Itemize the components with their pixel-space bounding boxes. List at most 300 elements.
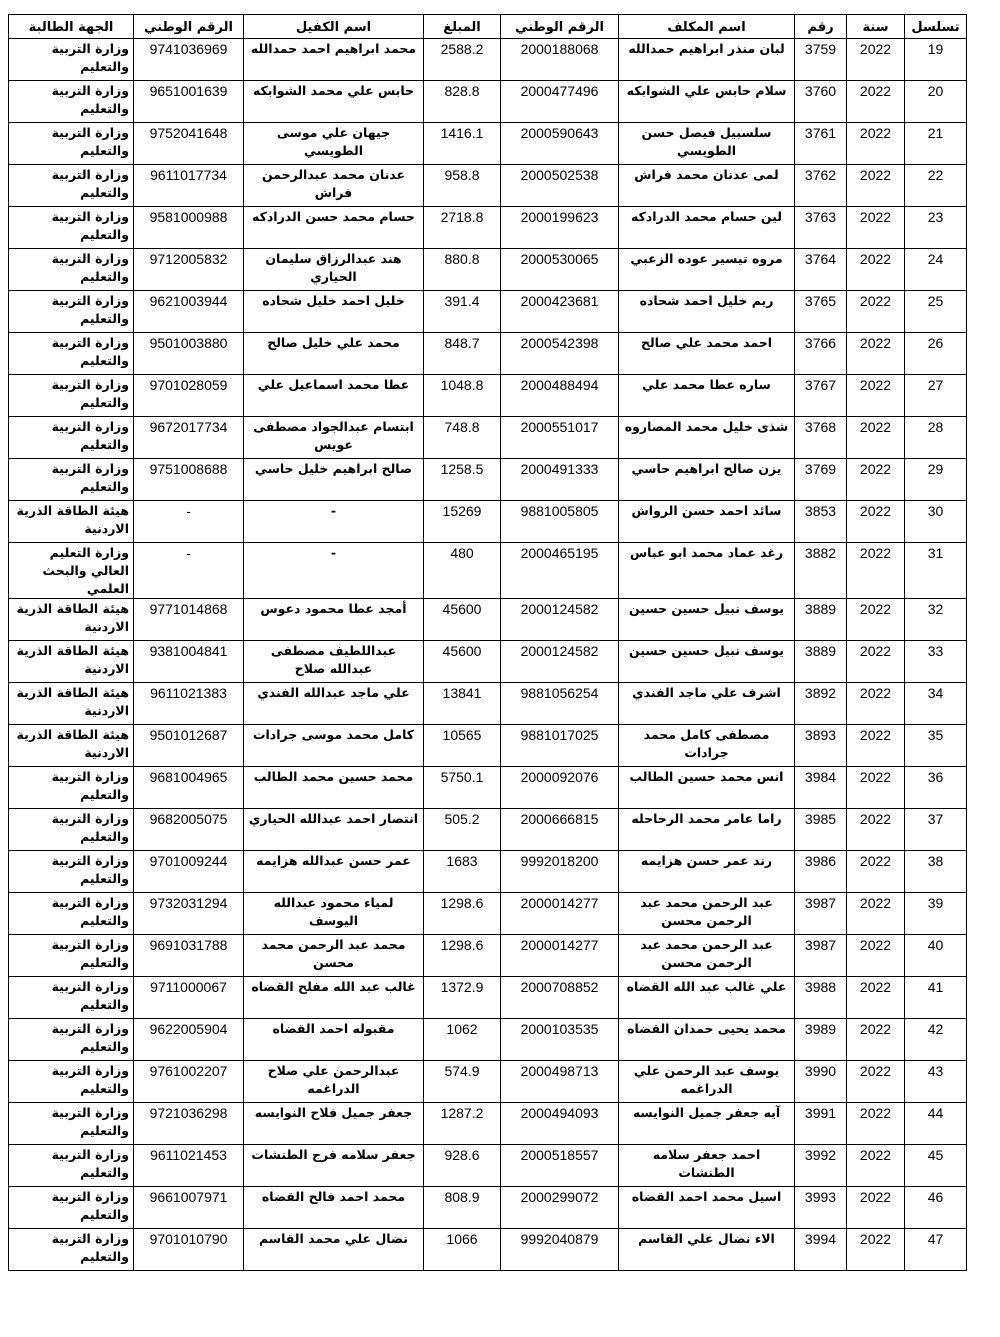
cell-sponsor: محمد ابراهيم احمد حمدالله	[244, 39, 424, 81]
cell-seq: 28	[905, 417, 967, 459]
cell-year: 2022	[847, 1103, 905, 1145]
cell-seq: 41	[905, 977, 967, 1019]
cell-amount: 748.8	[424, 417, 501, 459]
cell-sponsor: عبدالرحمن علي صلاح الدراغمه	[244, 1061, 424, 1103]
cell-sponsor: جيهان علي موسى الطويسي	[244, 123, 424, 165]
cell-year: 2022	[847, 1019, 905, 1061]
cell-sponsor-national-id: 9741036969	[134, 39, 244, 81]
header-number: رقم	[795, 15, 847, 39]
cell-agency: وزارة التربية والتعليم	[9, 417, 134, 459]
cell-national-id: 2000518557	[501, 1145, 619, 1187]
cell-seq: 19	[905, 39, 967, 81]
cell-sponsor: -	[244, 501, 424, 543]
cell-national-id: 2000477496	[501, 81, 619, 123]
table-row	[9, 81, 967, 123]
cell-seq: 30	[905, 501, 967, 543]
cell-number: 3759	[795, 39, 847, 81]
cell-sponsor: خليل احمد خليل شحاده	[244, 291, 424, 333]
cell-year: 2022	[847, 417, 905, 459]
table-row	[9, 333, 967, 375]
cell-sponsor: هند عبدالرزاق سليمان الحياري	[244, 249, 424, 291]
cell-name: سلام حابس علي الشوابكه	[619, 81, 795, 123]
cell-name: يوسف نبيل حسين حسين	[619, 599, 795, 641]
cell-number: 3765	[795, 291, 847, 333]
cell-amount: 828.8	[424, 81, 501, 123]
cell-sponsor: عبداللطيف مصطفى عبدالله صلاح	[244, 641, 424, 683]
cell-national-id: 2000494093	[501, 1103, 619, 1145]
cell-sponsor: عدنان محمد عبدالرحمن فراش	[244, 165, 424, 207]
cell-number: 3987	[795, 893, 847, 935]
cell-sponsor: جعفر سلامه فرج الطنشات	[244, 1145, 424, 1187]
cell-year: 2022	[847, 809, 905, 851]
cell-year: 2022	[847, 683, 905, 725]
table-row	[9, 725, 967, 767]
cell-sponsor: كامل محمد موسى جرادات	[244, 725, 424, 767]
cell-sponsor: محمد علي خليل صالح	[244, 333, 424, 375]
cell-sponsor-national-id: 9701010790	[134, 1229, 244, 1271]
cell-year: 2022	[847, 851, 905, 893]
cell-sponsor: غالب عبد الله مفلح القضاه	[244, 977, 424, 1019]
cell-sponsor: حسام محمد حسن الدرادكه	[244, 207, 424, 249]
cell-sponsor-national-id: 9711000067	[134, 977, 244, 1019]
cell-seq: 45	[905, 1145, 967, 1187]
cell-seq: 22	[905, 165, 967, 207]
guarantors-table	[8, 14, 967, 1271]
cell-name: لبان منذر ابراهيم حمدالله	[619, 39, 795, 81]
cell-agency: وزارة التربية والتعليم	[9, 375, 134, 417]
cell-name: اشرف علي ماجد الفندي	[619, 683, 795, 725]
cell-year: 2022	[847, 977, 905, 1019]
cell-number: 3763	[795, 207, 847, 249]
table-row	[9, 375, 967, 417]
table-row	[9, 1019, 967, 1061]
cell-agency: وزارة التربية والتعليم	[9, 123, 134, 165]
cell-name: آيه جعفر جميل النوايسه	[619, 1103, 795, 1145]
cell-national-id: 2000666815	[501, 809, 619, 851]
cell-seq: 29	[905, 459, 967, 501]
cell-sponsor: أمجد عطا محمود دعوس	[244, 599, 424, 641]
table-row	[9, 767, 967, 809]
cell-number: 3988	[795, 977, 847, 1019]
cell-name: يزن صالح ابراهيم حاسي	[619, 459, 795, 501]
cell-agency: وزارة التربية والتعليم	[9, 1229, 134, 1271]
cell-national-id: 2000199623	[501, 207, 619, 249]
cell-name: عبد الرحمن محمد عبد الرحمن محسن	[619, 935, 795, 977]
table-row	[9, 1145, 967, 1187]
cell-name: محمد يحيى حمدان القضاه	[619, 1019, 795, 1061]
cell-year: 2022	[847, 725, 905, 767]
cell-national-id: 2000488494	[501, 375, 619, 417]
cell-national-id: 2000530065	[501, 249, 619, 291]
table-row	[9, 207, 967, 249]
table-row	[9, 543, 967, 599]
cell-number: 3769	[795, 459, 847, 501]
cell-amount: 928.6	[424, 1145, 501, 1187]
cell-sponsor: جعفر جميل فلاح النوايسه	[244, 1103, 424, 1145]
table-row	[9, 417, 967, 459]
cell-amount: 880.8	[424, 249, 501, 291]
cell-amount: 1062	[424, 1019, 501, 1061]
cell-year: 2022	[847, 767, 905, 809]
cell-seq: 23	[905, 207, 967, 249]
cell-amount: 1258.5	[424, 459, 501, 501]
cell-national-id: 2000124582	[501, 641, 619, 683]
cell-agency: وزارة التربية والتعليم	[9, 1145, 134, 1187]
cell-sponsor: محمد احمد فالح القضاه	[244, 1187, 424, 1229]
cell-amount: 45600	[424, 599, 501, 641]
cell-name: رند عمر حسن هزايمه	[619, 851, 795, 893]
table-row	[9, 683, 967, 725]
cell-sponsor-national-id: -	[134, 543, 244, 599]
cell-number: 3892	[795, 683, 847, 725]
cell-agency: وزارة التربية والتعليم	[9, 39, 134, 81]
table-row	[9, 599, 967, 641]
cell-sponsor-national-id: 9611017734	[134, 165, 244, 207]
cell-national-id: 9992018200	[501, 851, 619, 893]
cell-sponsor-national-id: 9381004841	[134, 641, 244, 683]
cell-national-id: 9992040879	[501, 1229, 619, 1271]
cell-sponsor: حابس علي محمد الشوابكه	[244, 81, 424, 123]
cell-number: 3889	[795, 599, 847, 641]
cell-sponsor-national-id: 9771014868	[134, 599, 244, 641]
cell-national-id: 2000542398	[501, 333, 619, 375]
cell-agency: هيئة الطاقة الذرية الاردنية	[9, 641, 134, 683]
cell-sponsor-national-id: 9611021453	[134, 1145, 244, 1187]
cell-agency: هيئة الطاقة الذرية الاردنية	[9, 725, 134, 767]
cell-amount: 10565	[424, 725, 501, 767]
cell-agency: وزارة التربية والتعليم	[9, 1103, 134, 1145]
cell-agency: وزارة التربية والتعليم	[9, 767, 134, 809]
cell-amount: 574.9	[424, 1061, 501, 1103]
cell-number: 3984	[795, 767, 847, 809]
cell-name: عبد الرحمن محمد عبد الرحمن محسن	[619, 893, 795, 935]
cell-national-id: 2000491333	[501, 459, 619, 501]
cell-national-id: 9881056254	[501, 683, 619, 725]
cell-name: ساره عطا محمد علي	[619, 375, 795, 417]
cell-national-id: 2000551017	[501, 417, 619, 459]
cell-national-id: 2000502538	[501, 165, 619, 207]
cell-national-id: 9881017025	[501, 725, 619, 767]
cell-agency: وزارة التربية والتعليم	[9, 81, 134, 123]
header-agency: الجهة الطالبة	[9, 15, 134, 39]
table-row	[9, 935, 967, 977]
cell-seq: 20	[905, 81, 967, 123]
cell-seq: 25	[905, 291, 967, 333]
cell-sponsor-national-id: 9581000988	[134, 207, 244, 249]
cell-amount: 15269	[424, 501, 501, 543]
cell-amount: 1298.6	[424, 935, 501, 977]
header-year: سنة	[847, 15, 905, 39]
cell-national-id: 2000103535	[501, 1019, 619, 1061]
cell-name: انس محمد حسين الطالب	[619, 767, 795, 809]
cell-seq: 21	[905, 123, 967, 165]
cell-year: 2022	[847, 375, 905, 417]
cell-agency: وزارة التربية والتعليم	[9, 1187, 134, 1229]
cell-year: 2022	[847, 291, 905, 333]
cell-seq: 43	[905, 1061, 967, 1103]
cell-name: سلسبيل فيصل حسن الطويسي	[619, 123, 795, 165]
table-row	[9, 165, 967, 207]
table-row	[9, 641, 967, 683]
cell-number: 3985	[795, 809, 847, 851]
table-row	[9, 501, 967, 543]
cell-national-id: 2000498713	[501, 1061, 619, 1103]
cell-amount: 2718.8	[424, 207, 501, 249]
cell-agency: وزارة التربية والتعليم	[9, 1019, 134, 1061]
cell-national-id: 2000465195	[501, 543, 619, 599]
table-row	[9, 851, 967, 893]
cell-sponsor-national-id: 9721036298	[134, 1103, 244, 1145]
cell-number: 3994	[795, 1229, 847, 1271]
cell-sponsor-national-id: 9761002207	[134, 1061, 244, 1103]
header-seq: تسلسل	[905, 15, 967, 39]
cell-national-id: 2000092076	[501, 767, 619, 809]
cell-name: مصطفى كامل محمد جرادات	[619, 725, 795, 767]
cell-year: 2022	[847, 641, 905, 683]
cell-seq: 32	[905, 599, 967, 641]
cell-amount: 1066	[424, 1229, 501, 1271]
cell-agency: وزارة التربية والتعليم	[9, 851, 134, 893]
cell-agency: وزارة التربية والتعليم	[9, 291, 134, 333]
cell-amount: 848.7	[424, 333, 501, 375]
cell-seq: 33	[905, 641, 967, 683]
header-national-id: الرقم الوطني	[501, 15, 619, 39]
table-row	[9, 249, 967, 291]
cell-sponsor: مقبوله احمد القضاه	[244, 1019, 424, 1061]
cell-year: 2022	[847, 39, 905, 81]
cell-year: 2022	[847, 333, 905, 375]
cell-national-id: 2000423681	[501, 291, 619, 333]
cell-national-id: 2000124582	[501, 599, 619, 641]
cell-number: 3762	[795, 165, 847, 207]
cell-year: 2022	[847, 165, 905, 207]
cell-sponsor: عمر حسن عبدالله هزايمه	[244, 851, 424, 893]
table-row	[9, 1187, 967, 1229]
table-row	[9, 291, 967, 333]
cell-amount: 2588.2	[424, 39, 501, 81]
cell-name: علي غالب عبد الله القضاه	[619, 977, 795, 1019]
table-row	[9, 809, 967, 851]
cell-amount: 1287.2	[424, 1103, 501, 1145]
cell-sponsor-national-id: 9661007971	[134, 1187, 244, 1229]
cell-year: 2022	[847, 1229, 905, 1271]
cell-agency: هيئة الطاقة الذرية الاردنية	[9, 599, 134, 641]
table-row	[9, 1103, 967, 1145]
cell-sponsor-national-id: 9621003944	[134, 291, 244, 333]
cell-year: 2022	[847, 459, 905, 501]
cell-sponsor: محمد حسين محمد الطالب	[244, 767, 424, 809]
cell-number: 3853	[795, 501, 847, 543]
cell-amount: 1416.1	[424, 123, 501, 165]
cell-sponsor: محمد عبد الرحمن محمد محسن	[244, 935, 424, 977]
cell-year: 2022	[847, 249, 905, 291]
cell-number: 3992	[795, 1145, 847, 1187]
cell-name: لين حسام محمد الدرادكه	[619, 207, 795, 249]
cell-agency: هيئة الطاقة الذرية الاردنية	[9, 683, 134, 725]
cell-number: 3991	[795, 1103, 847, 1145]
cell-number: 3760	[795, 81, 847, 123]
cell-number: 3889	[795, 641, 847, 683]
header-name: اسم المكلف	[619, 15, 795, 39]
table-row	[9, 893, 967, 935]
cell-name: شذى خليل محمد المصاروه	[619, 417, 795, 459]
cell-agency: وزارة التربية والتعليم	[9, 935, 134, 977]
cell-sponsor: صالح ابراهيم خليل حاسي	[244, 459, 424, 501]
cell-sponsor-national-id: 9501003880	[134, 333, 244, 375]
cell-seq: 36	[905, 767, 967, 809]
cell-seq: 26	[905, 333, 967, 375]
cell-name: اسيل محمد احمد القضاه	[619, 1187, 795, 1229]
cell-number: 3768	[795, 417, 847, 459]
cell-sponsor: عطا محمد اسماعيل علي	[244, 375, 424, 417]
cell-sponsor-national-id: 9672017734	[134, 417, 244, 459]
cell-amount: 480	[424, 543, 501, 599]
cell-sponsor-national-id: 9701028059	[134, 375, 244, 417]
cell-seq: 37	[905, 809, 967, 851]
cell-name: احمد جعفر سلامه الطنشات	[619, 1145, 795, 1187]
cell-amount: 391.4	[424, 291, 501, 333]
cell-sponsor-national-id: 9751008688	[134, 459, 244, 501]
cell-sponsor: -	[244, 543, 424, 599]
header-sponsor: اسم الكفيل	[244, 15, 424, 39]
cell-name: ريم خليل احمد شحاده	[619, 291, 795, 333]
cell-name: يوسف عبد الرحمن علي الدراغمه	[619, 1061, 795, 1103]
cell-seq: 40	[905, 935, 967, 977]
cell-agency: وزارة التربية والتعليم	[9, 977, 134, 1019]
cell-sponsor-national-id: 9622005904	[134, 1019, 244, 1061]
cell-agency: وزارة التربية والتعليم	[9, 1061, 134, 1103]
cell-sponsor-national-id: 9611021383	[134, 683, 244, 725]
cell-number: 3989	[795, 1019, 847, 1061]
cell-seq: 39	[905, 893, 967, 935]
cell-amount: 505.2	[424, 809, 501, 851]
header-row	[9, 15, 967, 39]
cell-amount: 1372.9	[424, 977, 501, 1019]
cell-number: 3893	[795, 725, 847, 767]
cell-seq: 35	[905, 725, 967, 767]
cell-sponsor-national-id: 9691031788	[134, 935, 244, 977]
header-sponsor-national-id: الرقم الوطني	[134, 15, 244, 39]
cell-name: لمى عدنان محمد فراش	[619, 165, 795, 207]
cell-seq: 42	[905, 1019, 967, 1061]
cell-sponsor: نضال علي محمد القاسم	[244, 1229, 424, 1271]
cell-amount: 1683	[424, 851, 501, 893]
cell-amount: 5750.1	[424, 767, 501, 809]
cell-sponsor-national-id: 9732031294	[134, 893, 244, 935]
cell-agency: وزارة التربية والتعليم	[9, 333, 134, 375]
cell-agency: وزارة التربية والتعليم	[9, 893, 134, 935]
cell-year: 2022	[847, 1187, 905, 1229]
cell-name: الاء نضال علي القاسم	[619, 1229, 795, 1271]
cell-seq: 47	[905, 1229, 967, 1271]
cell-number: 3767	[795, 375, 847, 417]
cell-year: 2022	[847, 893, 905, 935]
cell-sponsor: انتصار احمد عبدالله الحياري	[244, 809, 424, 851]
cell-year: 2022	[847, 1145, 905, 1187]
cell-sponsor-national-id: 9501012687	[134, 725, 244, 767]
cell-amount: 13841	[424, 683, 501, 725]
cell-sponsor: لمياء محمود عبدالله اليوسف	[244, 893, 424, 935]
table-row	[9, 123, 967, 165]
cell-national-id: 2000299072	[501, 1187, 619, 1229]
table-row	[9, 1061, 967, 1103]
cell-amount: 958.8	[424, 165, 501, 207]
cell-national-id: 2000188068	[501, 39, 619, 81]
table-row	[9, 977, 967, 1019]
cell-year: 2022	[847, 501, 905, 543]
cell-sponsor-national-id: 9651001639	[134, 81, 244, 123]
cell-amount: 1298.6	[424, 893, 501, 935]
cell-number: 3882	[795, 543, 847, 599]
cell-seq: 34	[905, 683, 967, 725]
cell-year: 2022	[847, 543, 905, 599]
cell-number: 3764	[795, 249, 847, 291]
cell-amount: 808.9	[424, 1187, 501, 1229]
cell-number: 3986	[795, 851, 847, 893]
cell-seq: 44	[905, 1103, 967, 1145]
cell-number: 3987	[795, 935, 847, 977]
cell-number: 3990	[795, 1061, 847, 1103]
table-row	[9, 39, 967, 81]
cell-sponsor-national-id: 9681004965	[134, 767, 244, 809]
table-row	[9, 1229, 967, 1271]
cell-number: 3761	[795, 123, 847, 165]
table-row	[9, 459, 967, 501]
cell-seq: 38	[905, 851, 967, 893]
cell-amount: 1048.8	[424, 375, 501, 417]
cell-number: 3766	[795, 333, 847, 375]
cell-national-id: 9881005805	[501, 501, 619, 543]
cell-sponsor-national-id: -	[134, 501, 244, 543]
cell-name: سائد احمد حسن الرواش	[619, 501, 795, 543]
cell-national-id: 2000590643	[501, 123, 619, 165]
cell-national-id: 2000014277	[501, 893, 619, 935]
cell-national-id: 2000708852	[501, 977, 619, 1019]
cell-agency: وزارة التربية والتعليم	[9, 459, 134, 501]
cell-name: راما عامر محمد الرحاحله	[619, 809, 795, 851]
cell-year: 2022	[847, 81, 905, 123]
cell-number: 3993	[795, 1187, 847, 1229]
cell-agency: وزارة التربية والتعليم	[9, 809, 134, 851]
cell-agency: وزارة التربية والتعليم	[9, 207, 134, 249]
cell-sponsor-national-id: 9712005832	[134, 249, 244, 291]
cell-name: احمد محمد علي صالح	[619, 333, 795, 375]
cell-seq: 27	[905, 375, 967, 417]
cell-seq: 46	[905, 1187, 967, 1229]
cell-year: 2022	[847, 123, 905, 165]
cell-year: 2022	[847, 599, 905, 641]
cell-sponsor-national-id: 9682005075	[134, 809, 244, 851]
cell-agency: وزارة التربية والتعليم	[9, 249, 134, 291]
cell-sponsor: ابتسام عبدالجواد مصطفى عويس	[244, 417, 424, 459]
cell-amount: 45600	[424, 641, 501, 683]
cell-agency: وزارة التربية والتعليم	[9, 165, 134, 207]
cell-name: مروه تيسير عوده الزعبي	[619, 249, 795, 291]
header-amount: المبلغ	[424, 15, 501, 39]
cell-year: 2022	[847, 207, 905, 249]
cell-sponsor: علي ماجد عبدالله الفندي	[244, 683, 424, 725]
cell-year: 2022	[847, 1061, 905, 1103]
cell-agency: وزارة التعليم العالي والبحث العلمي	[9, 543, 134, 599]
cell-national-id: 2000014277	[501, 935, 619, 977]
cell-agency: هيئة الطاقة الذرية الاردنية	[9, 501, 134, 543]
cell-name: رغد عماد محمد ابو عباس	[619, 543, 795, 599]
cell-name: يوسف نبيل حسين حسين	[619, 641, 795, 683]
cell-seq: 24	[905, 249, 967, 291]
cell-sponsor-national-id: 9752041648	[134, 123, 244, 165]
cell-year: 2022	[847, 935, 905, 977]
cell-sponsor-national-id: 9701009244	[134, 851, 244, 893]
